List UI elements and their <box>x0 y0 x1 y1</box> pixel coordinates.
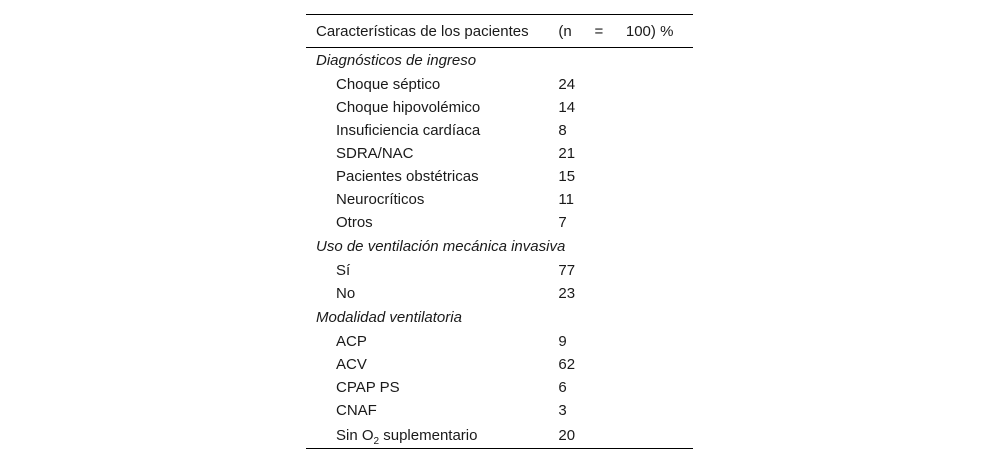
section-title: Modalidad ventilatoria <box>316 309 462 326</box>
section-title: Diagnósticos de ingreso <box>316 52 477 69</box>
table-header-row <box>306 15 693 48</box>
row-value: 9 <box>558 333 567 350</box>
row-label <box>306 422 558 449</box>
row-value: 23 <box>558 285 576 302</box>
row-label: Pacientes obstétricas <box>336 168 479 185</box>
label-part: suplementario <box>379 426 478 444</box>
header-n-percent <box>558 15 693 48</box>
row-value: 3 <box>558 402 567 419</box>
row-value: 21 <box>558 145 576 162</box>
table-row <box>306 142 693 165</box>
table-row <box>306 73 693 96</box>
table-row <box>306 259 693 282</box>
row-value: 62 <box>558 356 576 373</box>
row-label: Choque hipovolémico <box>336 99 481 116</box>
subscript-2: 2 <box>373 435 380 447</box>
table-row <box>306 422 693 449</box>
row-value: 24 <box>558 76 576 93</box>
table-row <box>306 96 693 119</box>
section-row <box>306 48 693 74</box>
header-characteristics: Características de los pacientes <box>306 15 558 48</box>
row-label: ACV <box>336 356 367 373</box>
row-value: 8 <box>558 122 567 139</box>
table-row <box>306 399 693 422</box>
header-n-total: 100) % <box>625 22 674 40</box>
table-row <box>306 165 693 188</box>
patient-characteristics-table <box>306 14 693 449</box>
row-label: SDRA/NAC <box>336 145 414 162</box>
table-row <box>306 188 693 211</box>
row-label: Choque séptico <box>336 76 441 93</box>
table-row <box>306 353 693 376</box>
table-row <box>306 330 693 353</box>
section-row <box>306 305 693 330</box>
row-label: ACP <box>336 333 367 350</box>
row-label: Otros <box>336 214 373 231</box>
row-value: 20 <box>558 422 693 449</box>
section-row <box>306 234 693 259</box>
row-label: Insuficiencia cardíaca <box>336 122 481 139</box>
table-row <box>306 211 693 234</box>
row-label: Neurocríticos <box>336 191 425 208</box>
table-row <box>306 376 693 399</box>
row-value: 77 <box>558 262 576 279</box>
patient-characteristics-table-wrapper <box>306 14 693 449</box>
header-n-open: (n <box>558 22 572 40</box>
row-value: 14 <box>558 99 576 116</box>
row-value: 11 <box>558 191 574 208</box>
table-row <box>306 119 693 142</box>
row-value: 6 <box>558 379 567 396</box>
table-row <box>306 282 693 305</box>
row-label: Sí <box>336 262 351 279</box>
section-title: Uso de ventilación mecánica invasiva <box>316 238 566 255</box>
row-label: CNAF <box>336 402 377 419</box>
label-part: Sin O <box>336 426 374 444</box>
row-value: 7 <box>558 214 567 231</box>
header-n-equals: = <box>594 22 604 40</box>
row-value: 15 <box>558 168 576 185</box>
row-label: CPAP PS <box>336 379 400 396</box>
row-label: No <box>336 285 356 302</box>
